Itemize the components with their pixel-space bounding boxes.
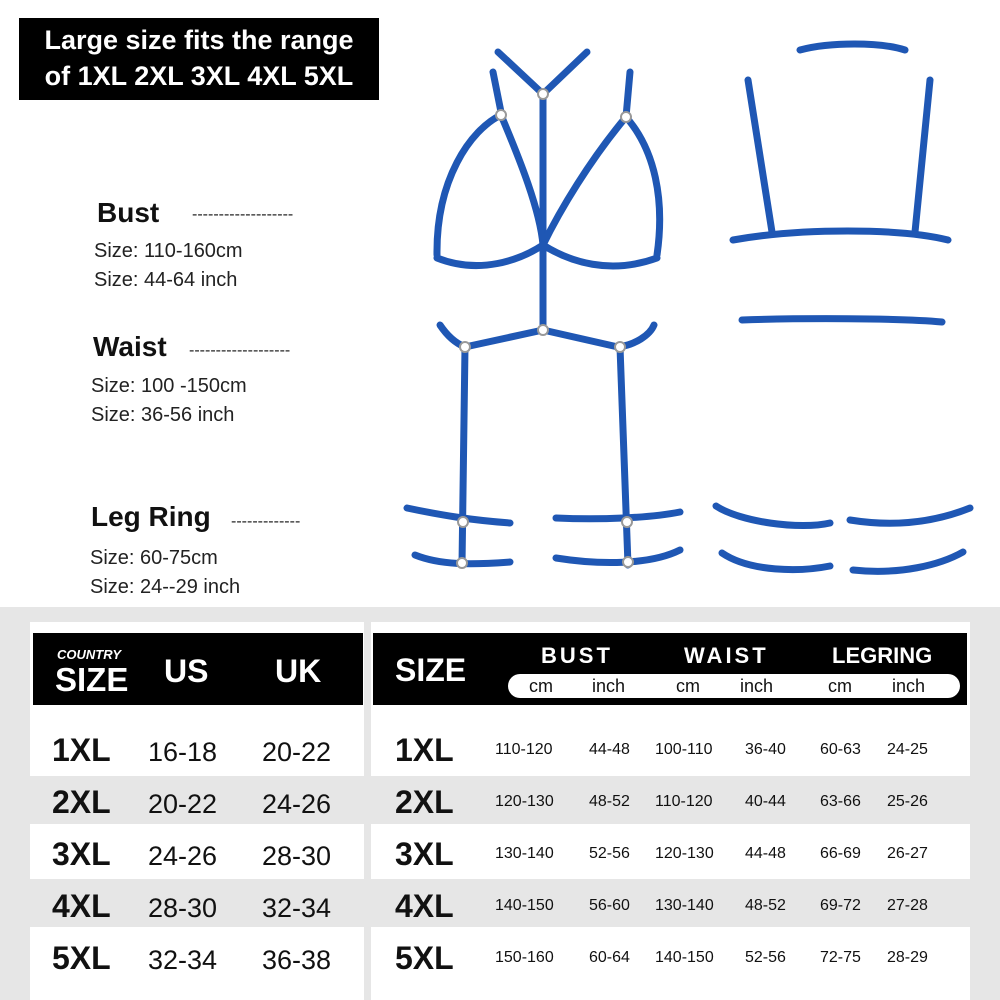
left-size-label: SIZE	[55, 661, 129, 698]
waist-size-inch: Size: 36-56 inch	[91, 404, 235, 426]
bust-header: BUST	[541, 643, 613, 668]
cell-bust-inch: 44-48	[589, 741, 630, 758]
bust-title: Bust	[97, 197, 160, 228]
right-row-size: 2XL	[395, 784, 454, 820]
right-row-size: 3XL	[395, 836, 454, 872]
cell-waist-inch: 36-40	[745, 741, 786, 758]
cell-bust-cm: 120-130	[495, 793, 554, 810]
waist-header: WAIST	[684, 643, 769, 668]
left-row-size: 5XL	[52, 940, 111, 976]
back-left-shoulder	[748, 80, 772, 232]
us-header: US	[164, 653, 209, 689]
left-row-us: 16-18	[148, 737, 218, 767]
right-cup-inner	[543, 117, 626, 245]
bust-size-cm: Size: 110-160cm	[94, 240, 243, 262]
cell-waist-inch: 48-52	[745, 897, 786, 914]
cell-legring-cm: 60-63	[820, 741, 861, 758]
legring-dashes: -------------	[231, 513, 301, 530]
cell-legring-inch: 24-25	[887, 741, 928, 758]
front-right-shoulder	[626, 72, 630, 117]
right-row-size: 5XL	[395, 940, 454, 976]
unit-legring-cm: cm	[828, 676, 852, 696]
cell-bust-inch: 52-56	[589, 845, 630, 862]
unit-legring-inch: inch	[892, 676, 926, 696]
cell-waist-inch: 44-48	[745, 845, 786, 862]
left-row-size: 3XL	[52, 836, 111, 872]
harness-product-illustration	[390, 30, 990, 590]
unit-waist-cm: cm	[676, 676, 700, 696]
back-right-upper-leg	[850, 508, 970, 523]
left-row-uk: 32-34	[262, 893, 332, 923]
right-under-bust	[543, 245, 657, 266]
cell-waist-cm: 140-150	[655, 949, 714, 966]
cell-waist-cm: 130-140	[655, 897, 714, 914]
left-cup-outer	[437, 115, 501, 255]
banner-line-2: of 1XL 2XL 3XL 4XL 5XL	[44, 61, 354, 91]
right-row-size: 1XL	[395, 732, 454, 768]
cell-legring-inch: 27-28	[887, 897, 928, 914]
back-left-lower-leg	[722, 553, 830, 570]
back-harness	[716, 44, 970, 571]
cell-waist-cm: 120-130	[655, 845, 714, 862]
cell-bust-inch: 56-60	[589, 897, 630, 914]
cell-waist-cm: 110-120	[655, 793, 713, 810]
front-left-shoulder	[493, 72, 501, 112]
cell-legring-cm: 69-72	[820, 897, 861, 914]
legring-size-inch: Size: 24--29 inch	[90, 576, 241, 598]
waist-dashes: -------------------	[189, 342, 291, 359]
left-row-size: 4XL	[52, 888, 111, 924]
right-row-size: 4XL	[395, 888, 454, 924]
cell-legring-cm: 72-75	[820, 949, 861, 966]
cell-legring-cm: 66-69	[820, 845, 861, 862]
left-row-us: 32-34	[148, 945, 218, 975]
left-row-uk: 36-38	[262, 945, 332, 975]
cell-legring-inch: 26-27	[887, 845, 928, 862]
unit-bust-inch: inch	[592, 676, 626, 696]
back-left-upper-leg	[716, 506, 830, 526]
legring-size-cm: Size: 60-75cm	[90, 547, 218, 569]
left-row-uk: 20-22	[262, 737, 332, 767]
cell-legring-inch: 25-26	[887, 793, 928, 810]
cell-waist-inch: 52-56	[745, 949, 786, 966]
right-size-label: SIZE	[395, 652, 467, 688]
left-row-us: 28-30	[148, 893, 218, 923]
cell-bust-inch: 60-64	[589, 949, 630, 966]
unit-bust-cm: cm	[529, 676, 553, 696]
right-lower-leg-ring	[556, 550, 680, 563]
waist-title: Waist	[93, 331, 167, 362]
cell-bust-cm: 110-120	[495, 741, 553, 758]
waist-size-cm: Size: 100 -150cm	[91, 375, 247, 397]
cell-bust-cm: 150-160	[495, 949, 554, 966]
left-row-us: 20-22	[148, 789, 218, 819]
left-row-uk: 24-26	[262, 789, 332, 819]
bust-dashes: -------------------	[192, 206, 294, 223]
bust-size-inch: Size: 44-64 inch	[94, 269, 238, 291]
unit-waist-inch: inch	[740, 676, 774, 696]
cell-waist-inch: 40-44	[745, 793, 786, 810]
right-upper-leg-ring	[556, 512, 680, 519]
left-garter-strap	[462, 347, 465, 565]
size-range-banner	[19, 18, 379, 100]
uk-header: UK	[275, 653, 322, 689]
country-label: COUNTRY	[57, 647, 122, 662]
left-row-us: 24-26	[148, 841, 218, 871]
legring-title: Leg Ring	[91, 501, 211, 532]
banner-line-1: Large size fits the range	[44, 25, 354, 55]
cell-bust-cm: 140-150	[495, 897, 554, 914]
legring-header: LEGRING	[832, 643, 933, 668]
cell-legring-inch: 28-29	[887, 949, 928, 966]
back-waist-band	[742, 319, 942, 322]
cell-waist-cm: 100-110	[655, 741, 713, 758]
cell-bust-inch: 48-52	[589, 793, 630, 810]
cell-legring-cm: 63-66	[820, 793, 861, 810]
right-garter-strap	[620, 347, 628, 565]
left-row-size: 2XL	[52, 784, 111, 820]
left-row-size: 1XL	[52, 732, 111, 768]
left-under-bust	[437, 245, 543, 266]
right-cup-outer	[626, 117, 660, 255]
front-neck-strap	[498, 52, 587, 94]
back-right-shoulder	[915, 80, 930, 232]
back-right-lower-leg	[853, 552, 963, 571]
left-row-uk: 28-30	[262, 841, 332, 871]
left-cup-inner	[501, 115, 543, 245]
cell-bust-cm: 130-140	[495, 845, 554, 862]
back-neck-strap	[800, 44, 905, 50]
front-harness	[407, 52, 680, 565]
back-bust-band	[733, 231, 948, 240]
